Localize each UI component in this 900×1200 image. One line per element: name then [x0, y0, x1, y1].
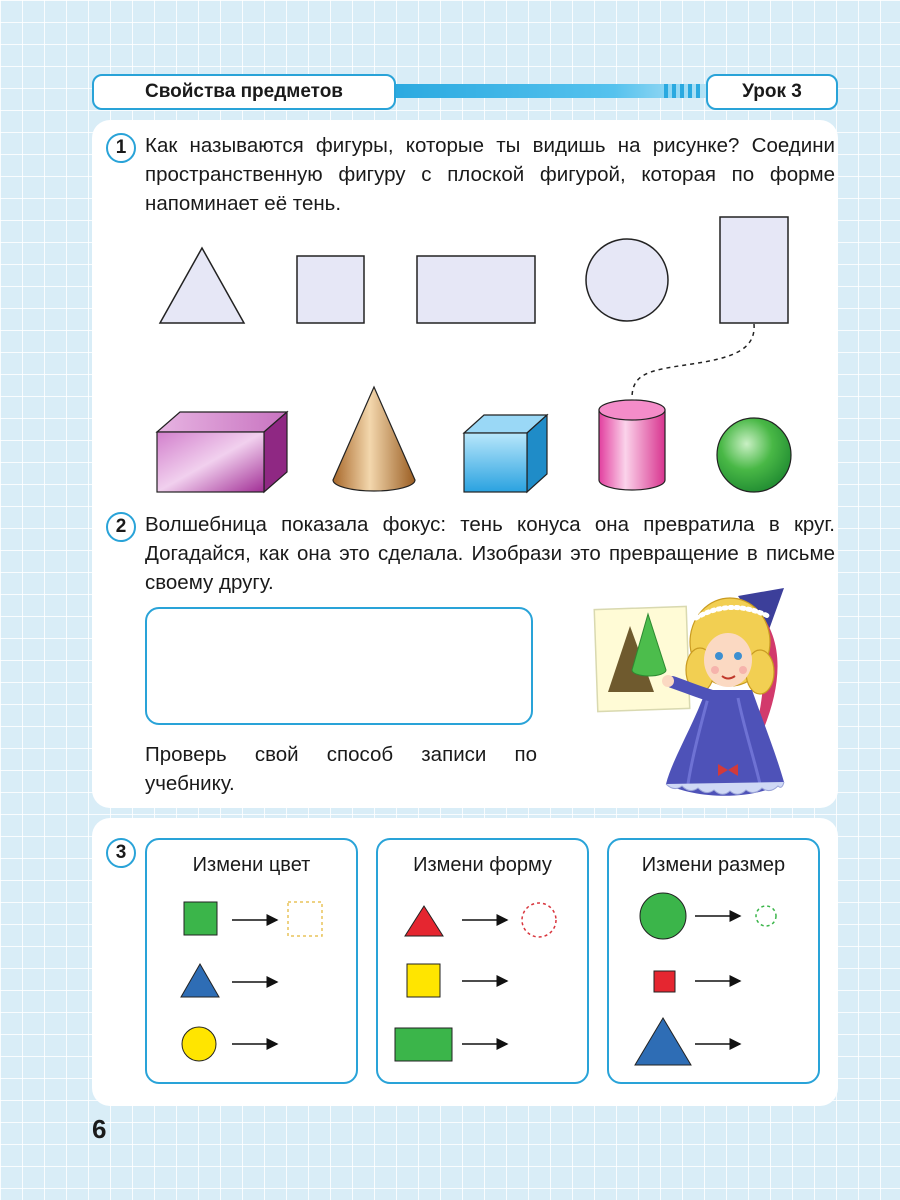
task-number-2: 2: [106, 512, 136, 542]
card-title-shape: Измени форму: [413, 854, 552, 876]
connector-dashed-line: [632, 324, 754, 398]
red-triangle: [405, 906, 443, 936]
dashed-yellow-square: [288, 902, 322, 936]
flat-triangle: [160, 248, 244, 323]
page-number: 6: [92, 1114, 107, 1144]
header-stripe: [390, 84, 710, 98]
task-number-3: 3: [106, 838, 136, 868]
yellow-square: [407, 964, 440, 997]
shape-shapes: [378, 840, 587, 1082]
sorceress-illustration: [588, 578, 798, 803]
card-title-size: Измени размер: [641, 854, 786, 876]
dashed-red-circle: [522, 903, 556, 937]
task-number-1: 1: [106, 133, 136, 163]
blue-triangle: [181, 964, 219, 997]
task1-figures: [92, 200, 838, 510]
flat-rectangle: [417, 256, 535, 323]
color-shapes: [147, 840, 356, 1082]
answer-box[interactable]: [145, 607, 533, 725]
flat-circle: [586, 239, 668, 321]
header-ticks: [664, 84, 706, 98]
solid-cone: [333, 387, 415, 491]
task2-text: Волшебница показала фокус: тень конуса она превратила в круг. Догадайся, как она это сделала. Изобрази это превращение в письме своему другу.: [145, 513, 835, 594]
task1-text: Как называются фигуры, которые ты видишь на рисунке? Соедини пространственную фигуру с плоской фигурой, которая по форме напоминает её тень.: [145, 134, 835, 215]
dashed-small-green-circle: [756, 906, 776, 926]
small-red-square: [654, 971, 675, 992]
solid-cylinder: [599, 400, 665, 490]
topic-title: Свойства предметов: [92, 74, 396, 110]
check-text: Проверь свой способ записи по учебнику.: [145, 743, 537, 795]
large-blue-triangle: [635, 1018, 691, 1065]
card-change-shape: [376, 838, 589, 1084]
card-title-color: Измени цвет: [192, 854, 311, 876]
large-green-circle: [640, 893, 686, 939]
green-rectangle: [395, 1028, 452, 1061]
solid-cube: [464, 415, 547, 492]
yellow-circle: [182, 1027, 216, 1061]
solid-box: [157, 412, 287, 492]
green-square: [184, 902, 217, 935]
solid-sphere: [717, 418, 791, 492]
flat-tall-rectangle: [720, 217, 788, 323]
flat-square: [297, 256, 364, 323]
card-change-color: [145, 838, 358, 1084]
card-change-size: [607, 838, 820, 1084]
lesson-label: Урок 3: [706, 74, 838, 110]
size-shapes: [609, 840, 818, 1082]
